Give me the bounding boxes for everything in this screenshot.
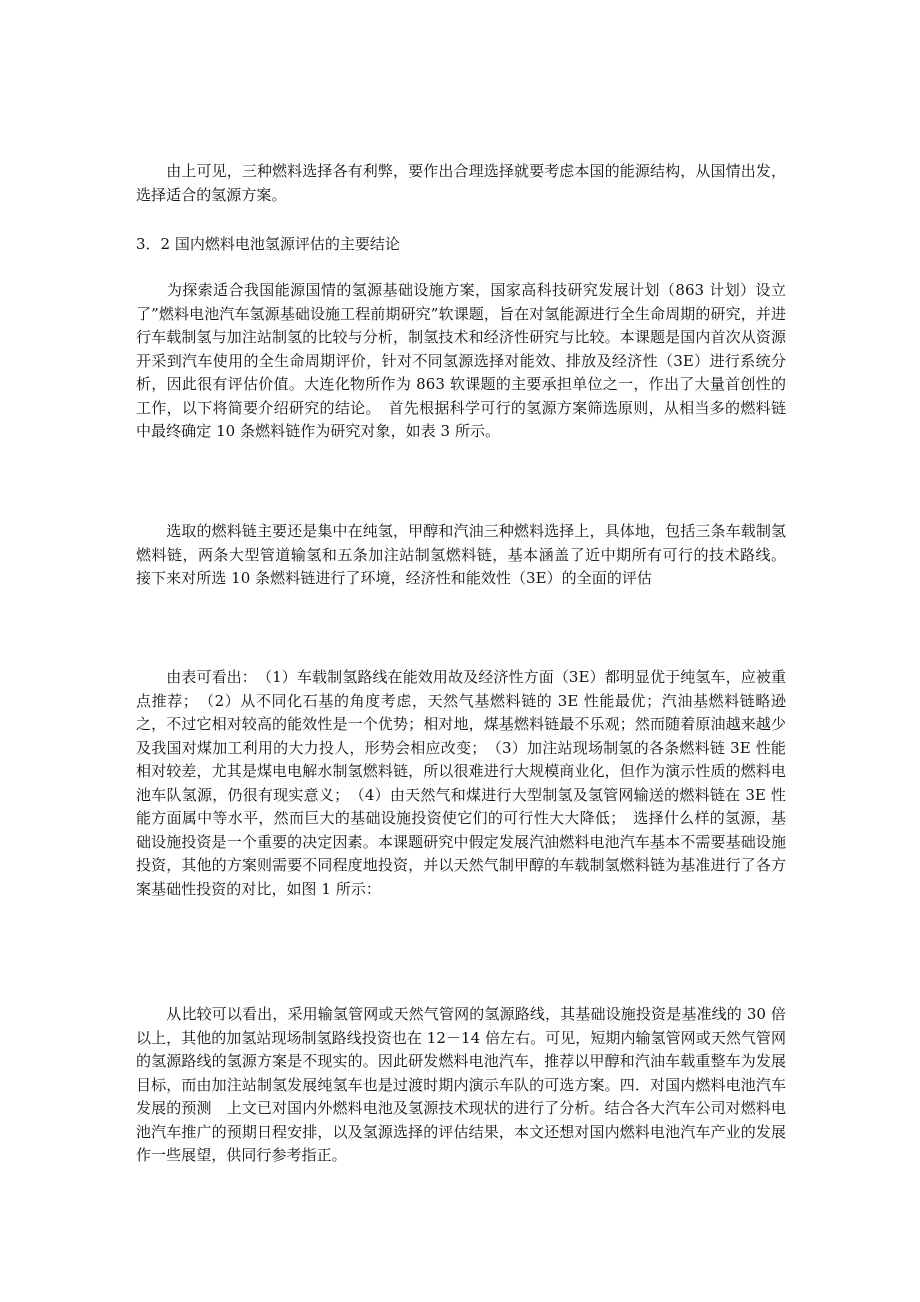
paragraph-table-findings: 由表可看出： （1）车载制氢路线在能效用故及经济性方面（3E）都明显优于纯氢车，应被重点推荐； （2）从不同化石基的角度考虑，天然气基燃料链的 3E 性能最优；汽油基燃料链略逊之，不过它相对较高的能效性是一个优势；相对地，煤基燃料链最不乐观；然而随着原油越来越少及我国对煤加工利用的大力投人，形势会相应改变； （3）加注站现场制氢的各条燃料链 3E 性能相对较差，尤其是煤电电解水制氢燃料链，所以很难进行大规模商业化，但作为演示性质的燃料电池车队氢源，仍很有现实意义； （4）由天然气和煤进行大型制氢及氢管网输送的燃料链在 3E 性能方面属中等水平，然而巨大的基础设施投资使它们的可行性大大降低； 选择什么样的氢源，基础设施投资是一个重要的决定因素。本课题研究中假定发展汽油燃料电池汽车基本不需要基础设施投资，其他的方案则需要不同程度地投资，并以天然气制甲醇的车载制氢燃料链为基准进行了各方案基础性投资的对比，如图 1 所示： [136, 668, 786, 898]
paragraph-fuel-chains: 选取的燃料链主要还是集中在纯氢，甲醇和汽油三种燃料选择上，具体地，包括三条车载制氢燃料链，两条大型管道输氢和五条加注站制氢燃料链，基本涵盖了近中期所有可行的技术路线。 接下来对所选 10 条燃料链进行了环境，经济性和能效性（3E）的全面的评估 [136, 522, 786, 587]
paragraph-863-program: 为探索适合我国能源国情的氢源基础设施方案，国家高科技研究发展计划（863 计划）设立了”燃料电池汽车氢源基础设施工程前期研究”软课题，旨在对氢能源进行全生命周期的研究，并进行车载制氢与加注站制氢的比较与分析，制氢技术和经济性研究与比较。本课题是国内首次从资源开采到汽车使用的全生命周期评价，针对不同氢源选择对能效、排放及经济性（3E）进行系统分析，因此很有评估价值。大连化物所作为 863 软课题的主要承担单位之一，作出了大量首创性的工作，以下将简要介绍研究的结论。 首先根据科学可行的氢源方案筛选原则，从相当多的燃料链中最终确定 10 条燃料链作为研究对象，如表 3 所示。 [136, 281, 786, 440]
paragraph-intro-conclusion: 由上可见，三种燃料选择各有利弊，要作出合理选择就要考虑本国的能源结构，从国情出发，选择适合的氢源方案。 [136, 162, 786, 204]
section-heading: 3．2 国内燃料电池氢源评估的主要结论 [136, 235, 400, 253]
paragraph-investment-comparison: 从比较可以看出，采用输氢管网或天然气管网的氢源路线，其基础设施投资是基准线的 30 倍以上，其他的加氢站现场制氢路线投资也在 12－14 倍左右。可见，短期内输氢管网或天然气管网的氢源路线的氢源方案是不现实的。因此研发燃料电池汽车，推荐以甲醇和汽油车载重整车为发展目标，而由加注站制氢发展纯氢车也是过渡时期内演示车队的可选方案。四．对国内燃料电池汽车发展的预测 上文已对国内外燃料电池及氢源技术现状的进行了分析。结合各大汽车公司对燃料电池汽车推广的预期日程安排，以及氢源选择的评估结果，本文还想对国内燃料电池汽车产业的发展作一些展望，供同行参考指正。 [136, 1005, 787, 1164]
